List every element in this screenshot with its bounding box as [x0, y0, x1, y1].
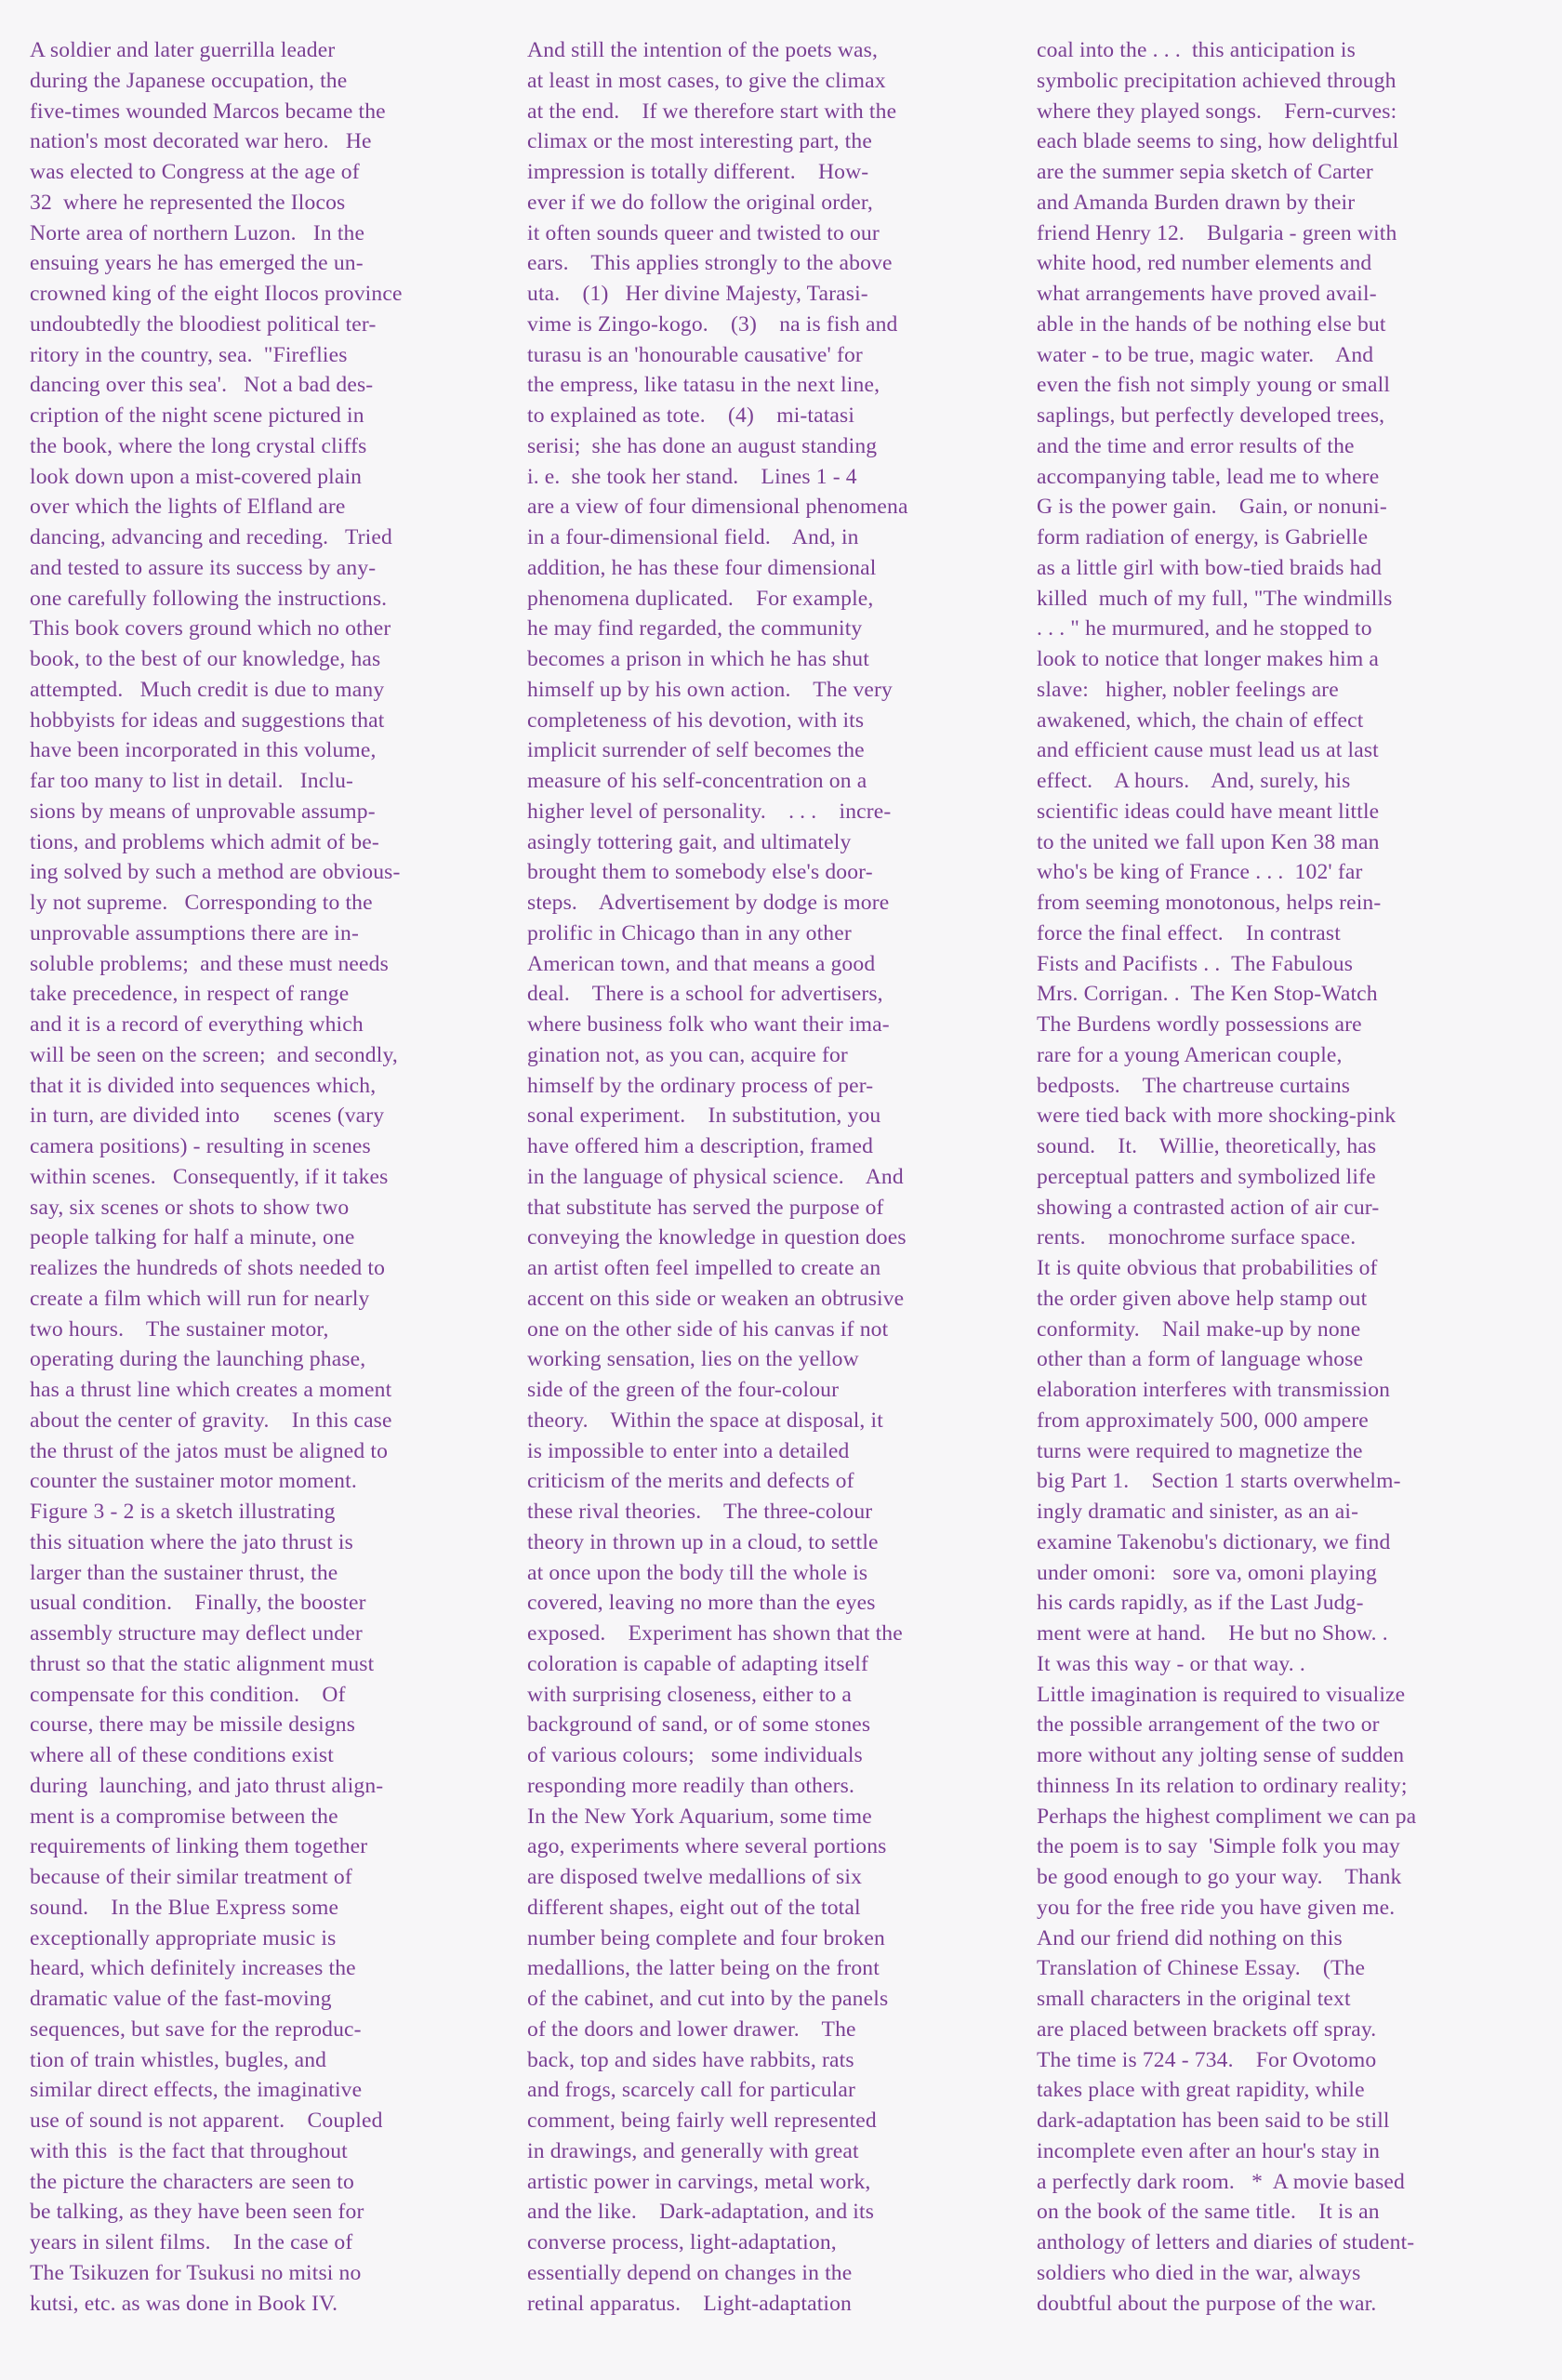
text-line: crowned king of the eight Ilocos province [30, 282, 403, 306]
text-line: where all of these conditions exist [30, 1743, 334, 1767]
text-line: at the end. If we therefore start with the [527, 99, 897, 124]
text-line: Mrs. Corrigan. . The Ken Stop-Watch [1037, 982, 1378, 1007]
text-line: create a film which will run for nearly [30, 1286, 370, 1311]
text-line: say, six scenes or shots to show two [30, 1195, 350, 1220]
text-column-3 [1037, 35, 1543, 2319]
text-line: where business folk who want their ima- [527, 1012, 890, 1037]
text-column-1 [30, 35, 523, 2319]
text-line: and tested to assure its success by any- [30, 555, 377, 580]
text-line: years in silent films. In the case of [30, 2230, 353, 2254]
text-line: five-times wounded Marcos became the [30, 99, 386, 124]
text-line: and efficient cause must lead us at last [1037, 738, 1379, 763]
text-line: the picture the characters are seen to [30, 2169, 354, 2194]
text-line: and frogs, scarcely call for particular [527, 2078, 856, 2103]
text-line: saplings, but perfectly developed trees, [1037, 403, 1385, 428]
text-line: at least in most cases, to give the climax [527, 68, 886, 93]
text-line: essentially depend on changes in the [527, 2260, 853, 2285]
text-line: larger than the sustainer thrust, the [30, 1560, 338, 1585]
text-line: i. e. she took her stand. Lines 1 - 4 [527, 464, 857, 489]
text-line: be talking, as they have been seen for [30, 2200, 364, 2225]
text-line: have been incorporated in this volume, [30, 738, 377, 763]
text-line: doubtful about the purpose of the war. [1037, 2291, 1377, 2316]
text-line: And still the intention of the poets was, [527, 38, 879, 62]
text-line: vime is Zingo-kogo. (3) na is fish and [527, 311, 898, 337]
text-line: from approximately 500, 000 ampere [1037, 1408, 1369, 1433]
text-line: who's be king of France . . . 102' far [1037, 860, 1363, 885]
text-line: In the New York Aquarium, some time [527, 1804, 872, 1829]
text-line: counter the sustainer motor moment. [30, 1469, 357, 1494]
text-line: gination not, as you can, acquire for [527, 1042, 848, 1067]
text-line: soldiers who died in the war, always [1037, 2260, 1361, 2285]
text-line: ever if we do follow the original order, [527, 190, 873, 215]
text-line: are placed between brackets off spray. [1037, 2016, 1377, 2042]
text-line: comment, being fairly well represented [527, 2109, 877, 2133]
text-line: brought them to somebody else's door- [527, 860, 873, 885]
text-line: force the final effect. In contrast [1037, 920, 1341, 945]
text-line: other than a form of language whose [1037, 1347, 1364, 1372]
text-line: exceptionally appropriate music is [30, 1925, 337, 1950]
text-line: the poem is to say 'Simple folk you may [1037, 1834, 1400, 1859]
text-line: has a thrust line which creates a moment [30, 1378, 392, 1402]
text-line: bedposts. The chartreuse curtains [1037, 1073, 1351, 1098]
text-line: and the like. Dark-adaptation, and its [527, 2200, 875, 2225]
text-line: artistic power in carvings, metal work, [527, 2169, 871, 2194]
text-line: with this is the fact that throughout [30, 2138, 348, 2163]
text-line: uta. (1) Her divine Majesty, Tarasi- [527, 282, 868, 306]
text-line: and Amanda Burden drawn by their [1037, 190, 1356, 215]
text-line: are the summer sepia sketch of Carter [1037, 160, 1373, 184]
text-line: under omoni: sore va, omoni playing [1037, 1560, 1377, 1585]
text-line: thrust so that the static alignment must [30, 1651, 375, 1676]
text-line: what arrangements have proved avail- [1037, 282, 1377, 306]
text-line: over which the lights of Elfland are [30, 495, 346, 520]
text-line: . . . " he murmured, and he stopped to [1037, 616, 1372, 641]
text-line: during the Japanese occupation, the [30, 68, 348, 93]
text-line: serisi; she has done an august standing [527, 433, 878, 458]
text-line: exposed. Experiment has shown that the [527, 1621, 903, 1646]
text-line: similar direct effects, the imaginative [30, 2078, 363, 2103]
text-line: 32 where he represented the Ilocos [30, 190, 346, 215]
text-line: one on the other side of his canvas if not [527, 1316, 889, 1342]
text-line: deal. There is a school for advertisers, [527, 982, 883, 1007]
text-line: in the language of physical science. And [527, 1164, 904, 1189]
text-line: Fists and Pacifists . . The Fabulous [1037, 951, 1354, 976]
text-line: hobbyists for ideas and suggestions that [30, 707, 385, 733]
text-line: dancing, advancing and receding. Tried [30, 525, 392, 549]
text-line: sound. In the Blue Express some [30, 1895, 339, 1920]
text-line: turns were required to magnetize the [1037, 1438, 1363, 1463]
text-line: And our friend did nothing on this [1037, 1925, 1343, 1950]
text-line: Translation of Chinese Essay. (The [1037, 1956, 1366, 1981]
text-line: friend Henry 12. Bulgaria - green with [1037, 220, 1397, 245]
text-line: number being complete and four broken [527, 1925, 885, 1950]
text-line: in turn, are divided into scenes (vary [30, 1104, 385, 1129]
text-line: background of sand, or of some stones [527, 1712, 871, 1738]
text-line: prolific in Chicago than in any other [527, 920, 852, 945]
text-line: undoubtedly the bloodiest political ter- [30, 311, 377, 337]
text-line: where they played songs. Fern-curves: [1037, 99, 1397, 124]
text-line: retinal apparatus. Light-adaptation [527, 2291, 852, 2316]
text-line: far too many to list in detail. Inclu- [30, 769, 354, 793]
text-line: incomplete even after an hour's stay in [1037, 2138, 1381, 2163]
text-line: dancing over this sea'. Not a bad des- [30, 373, 374, 398]
text-line: ago, experiments where several portions [527, 1834, 887, 1859]
text-line: water - to be true, magic water. And [1037, 342, 1374, 367]
text-line: ing solved by such a method are obvious- [30, 860, 401, 885]
text-line: scientific ideas could have meant little [1037, 799, 1380, 824]
text-line: during launching, and jato thrust align- [30, 1773, 384, 1798]
text-line: of various colours; some individuals [527, 1743, 863, 1767]
text-line: himself up by his own action. The very [527, 677, 893, 702]
text-line: conveying the knowledge in question does [527, 1225, 907, 1250]
text-line: tions, and problems which admit of be- [30, 829, 379, 854]
text-line: A soldier and later guerrilla leader [30, 38, 336, 62]
text-line: will be seen on the screen; and secondly, [30, 1042, 398, 1067]
text-line: camera positions) - resulting in scenes [30, 1134, 371, 1158]
text-line: is impossible to enter into a detailed [527, 1438, 850, 1463]
text-line: take precedence, in respect of range [30, 982, 350, 1007]
text-line: because of their similar treatment of [30, 1865, 352, 1889]
text-line: theory in thrown up in a cloud, to settle [527, 1529, 879, 1554]
text-line: operating during the launching phase, [30, 1347, 366, 1372]
text-line: accompanying table, lead me to where [1037, 464, 1380, 489]
text-line: of the cabinet, and cut into by the panels [527, 1987, 889, 2011]
text-line: form radiation of energy, is Gabrielle [1037, 525, 1369, 549]
text-line: this situation where the jato thrust is [30, 1529, 353, 1554]
text-line: perceptual patters and symbolized life [1037, 1164, 1376, 1189]
text-line: accent on this side or weaken an obtrusive [527, 1286, 905, 1311]
text-line: white hood, red number elements and [1037, 251, 1372, 276]
text-column-2 [527, 35, 1034, 2319]
text-line: higher level of personality. . . . incre- [527, 799, 892, 824]
text-line: climax or the most interesting part, the [527, 129, 872, 154]
text-line: Perhaps the highest compliment we can pa [1037, 1804, 1417, 1829]
text-line: to the united we fall upon Ken 38 man [1037, 829, 1380, 854]
text-line: measure of his self-concentration on a [527, 769, 867, 793]
text-line: cription of the night scene pictured in [30, 403, 364, 428]
text-line: takes place with great rapidity, while [1037, 2078, 1365, 2103]
text-line: It was this way - or that way. . [1037, 1651, 1305, 1676]
text-line: and the time and error results of the [1037, 433, 1355, 458]
text-line: different shapes, eight out of the total [527, 1895, 861, 1920]
text-line: phenomena duplicated. For example, [527, 586, 874, 611]
text-line: be good enough to go your way. Thank [1037, 1865, 1402, 1889]
text-line: use of sound is not apparent. Coupled [30, 2109, 383, 2133]
text-line: book, to the best of our knowledge, has [30, 647, 381, 671]
text-line: requirements of linking them together [30, 1834, 368, 1859]
text-line: compensate for this condition. Of [30, 1682, 346, 1707]
text-line: steps. Advertisement by dodge is more [527, 891, 890, 915]
text-line: The time is 724 - 734. For Ovotomo [1037, 2047, 1377, 2072]
text-line: ritory in the country, sea. "Fireflies [30, 342, 348, 367]
text-line: heard, which definitely increases the [30, 1956, 356, 1981]
text-line: more without any jolting sense of sudden [1037, 1743, 1405, 1767]
text-line: awakened, which, the chain of effect [1037, 707, 1364, 733]
text-line: it often sounds queer and twisted to our [527, 220, 880, 245]
text-line: conformity. Nail make-up by none [1037, 1316, 1361, 1342]
text-line: addition, he has these four dimensional [527, 555, 877, 580]
text-line: dramatic value of the fast-moving [30, 1987, 332, 2011]
text-line: elaboration interferes with transmission [1037, 1378, 1391, 1402]
text-line: asingly tottering gait, and ultimately [527, 829, 852, 854]
text-line: from seeming monotonous, helps rein- [1037, 891, 1382, 915]
text-line: effect. A hours. And, surely, his [1037, 769, 1351, 793]
text-line: ment were at hand. He but no Show. . [1037, 1621, 1388, 1646]
text-line: sound. It. Willie, theoretically, has [1037, 1134, 1377, 1158]
text-line: and it is a record of everything which [30, 1012, 364, 1037]
text-line: G is the power gain. Gain, or nonuni- [1037, 495, 1387, 520]
text-line: assembly structure may deflect under [30, 1621, 363, 1646]
text-line: the order given above help stamp out [1037, 1286, 1368, 1311]
text-line: dark-adaptation has been said to be still [1037, 2109, 1390, 2133]
text-line: killed much of my full, "The windmills [1037, 586, 1393, 611]
text-line: look to notice that longer makes him a [1037, 647, 1380, 671]
text-line: turasu is an 'honourable causative' for [527, 342, 863, 367]
text-line: kutsi, etc. as was done in Book IV. [30, 2291, 338, 2316]
text-line: the possible arrangement of the two or [1037, 1712, 1380, 1738]
text-line: examine Takenobu's dictionary, we find [1037, 1529, 1391, 1554]
text-line: one carefully following the instructions. [30, 586, 388, 611]
text-line: course, there may be missile designs [30, 1712, 356, 1738]
text-line: even the fish not simply young or small [1037, 373, 1391, 398]
text-line: coloration is capable of adapting itself [527, 1651, 868, 1676]
text-line: about the center of gravity. In this case [30, 1408, 392, 1433]
text-line: ears. This applies strongly to the above [527, 251, 893, 276]
text-line: It is quite obvious that probabilities of [1037, 1256, 1378, 1280]
text-line: The Tsikuzen for Tsukusi no mitsi no [30, 2260, 362, 2285]
text-line: a perfectly dark room. * A movie based [1037, 2169, 1405, 2194]
text-line: himself by the ordinary process of per- [527, 1073, 874, 1098]
text-line: small characters in the original text [1037, 1987, 1351, 2011]
text-line: tion of train whistles, bugles, and [30, 2047, 327, 2072]
text-line: he may find regarded, the community [527, 616, 863, 641]
text-line: anthology of letters and diaries of student- [1037, 2230, 1415, 2254]
text-line: sonal experiment. In substitution, you [527, 1104, 881, 1129]
text-line: symbolic precipitation achieved through [1037, 68, 1397, 93]
text-line: completeness of his devotion, with its [527, 707, 865, 733]
text-line: the thrust of the jatos must be aligned to [30, 1438, 389, 1463]
text-line: are disposed twelve medallions of six [527, 1865, 863, 1889]
text-line: are a view of four dimensional phenomena [527, 495, 908, 520]
text-line: that it is divided into sequences which, [30, 1073, 377, 1098]
text-line: usual condition. Finally, the booster [30, 1591, 366, 1616]
text-line: within scenes. Consequently, if it takes [30, 1164, 389, 1189]
text-line: realizes the hundreds of shots needed to [30, 1256, 386, 1280]
text-line: the empress, like tatasu in the next line, [527, 373, 880, 398]
text-line: medallions, the latter being on the front [527, 1956, 880, 1981]
text-line: ensuing years he has emerged the un- [30, 251, 364, 276]
text-line: implicit surrender of self becomes the [527, 738, 865, 763]
text-line: back, top and sides have rabbits, rats [527, 2047, 854, 2072]
text-line: sequences, but save for the reproduc- [30, 2016, 362, 2042]
text-line: each blade seems to sing, how delightful [1037, 129, 1399, 154]
text-line: ment is a compromise between the [30, 1804, 338, 1829]
text-line: look down upon a mist-covered plain [30, 464, 363, 489]
text-line: in drawings, and generally with great [527, 2138, 859, 2163]
text-line: thinness In its relation to ordinary reality; [1037, 1773, 1408, 1798]
text-line: coal into the . . . this anticipation is [1037, 38, 1356, 62]
text-line: soluble problems; and these must needs [30, 951, 389, 976]
text-line: Norte area of northern Luzon. In the [30, 220, 365, 245]
text-line: responding more readily than others. [527, 1773, 855, 1798]
text-line: rents. monochrome surface space. [1037, 1225, 1357, 1250]
text-line: This book covers ground which no other [30, 616, 391, 641]
text-line: converse process, light-adaptation, [527, 2230, 837, 2254]
text-line: able in the hands of be nothing else but [1037, 311, 1386, 337]
text-line: an artist often feel impelled to create an [527, 1256, 881, 1280]
text-line: was elected to Congress at the age of [30, 160, 360, 184]
text-line: on the book of the same title. It is an [1037, 2200, 1380, 2225]
text-line: showing a contrasted action of air cur- [1037, 1195, 1380, 1220]
text-line: that substitute has served the purpose of [527, 1195, 884, 1220]
text-line: side of the green of the four-colour [527, 1378, 840, 1402]
text-line: Figure 3 - 2 is a sketch illustrating [30, 1500, 336, 1524]
text-line: his cards rapidly, as if the Last Judg- [1037, 1591, 1364, 1616]
text-line: ly not supreme. Corresponding to the [30, 891, 373, 915]
text-line: covered, leaving no more than the eyes [527, 1591, 876, 1616]
text-line: impression is totally different. How- [527, 160, 869, 184]
text-line: to explained as tote. (4) mi-tatasi [527, 403, 855, 428]
text-line: big Part 1. Section 1 starts overwhelm- [1037, 1469, 1401, 1494]
text-line: working sensation, lies on the yellow [527, 1347, 859, 1372]
text-line: were tied back with more shocking-pink [1037, 1104, 1397, 1129]
text-line: Little imagination is required to visualize [1037, 1682, 1406, 1707]
text-line: slave: higher, nobler feelings are [1037, 677, 1339, 702]
text-line: at once upon the body till the whole is [527, 1560, 868, 1585]
text-line: people talking for half a minute, one [30, 1225, 355, 1250]
text-line: becomes a prison in which he has shut [527, 647, 869, 671]
text-line: of the doors and lower drawer. The [527, 2016, 856, 2042]
text-line: the book, where the long crystal cliffs [30, 433, 367, 458]
text-line: unprovable assumptions there are in- [30, 920, 359, 945]
text-line: two hours. The sustainer motor, [30, 1316, 329, 1342]
text-line: sions by means of unprovable assump- [30, 799, 376, 824]
text-line: criticism of the merits and defects of [527, 1469, 854, 1494]
text-line: American town, and that means a good [527, 951, 876, 976]
text-line: nation's most decorated war hero. He [30, 129, 372, 154]
text-line: with surprising closeness, either to a [527, 1682, 853, 1707]
text-line: theory. Within the space at disposal, it [527, 1408, 883, 1433]
text-line: ingly dramatic and sinister, as an ai- [1037, 1500, 1359, 1524]
text-line: as a little girl with bow-tied braids had [1037, 555, 1383, 580]
text-line: these rival theories. The three-colour [527, 1500, 873, 1524]
text-line: attempted. Much credit is due to many [30, 677, 385, 702]
text-line: The Burdens wordly possessions are [1037, 1012, 1362, 1037]
text-line: rare for a young American couple, [1037, 1042, 1343, 1067]
text-line: in a four-dimensional field. And, in [527, 525, 859, 549]
text-line: you for the free ride you have given me. [1037, 1895, 1396, 1920]
text-line: have offered him a description, framed [527, 1134, 874, 1158]
